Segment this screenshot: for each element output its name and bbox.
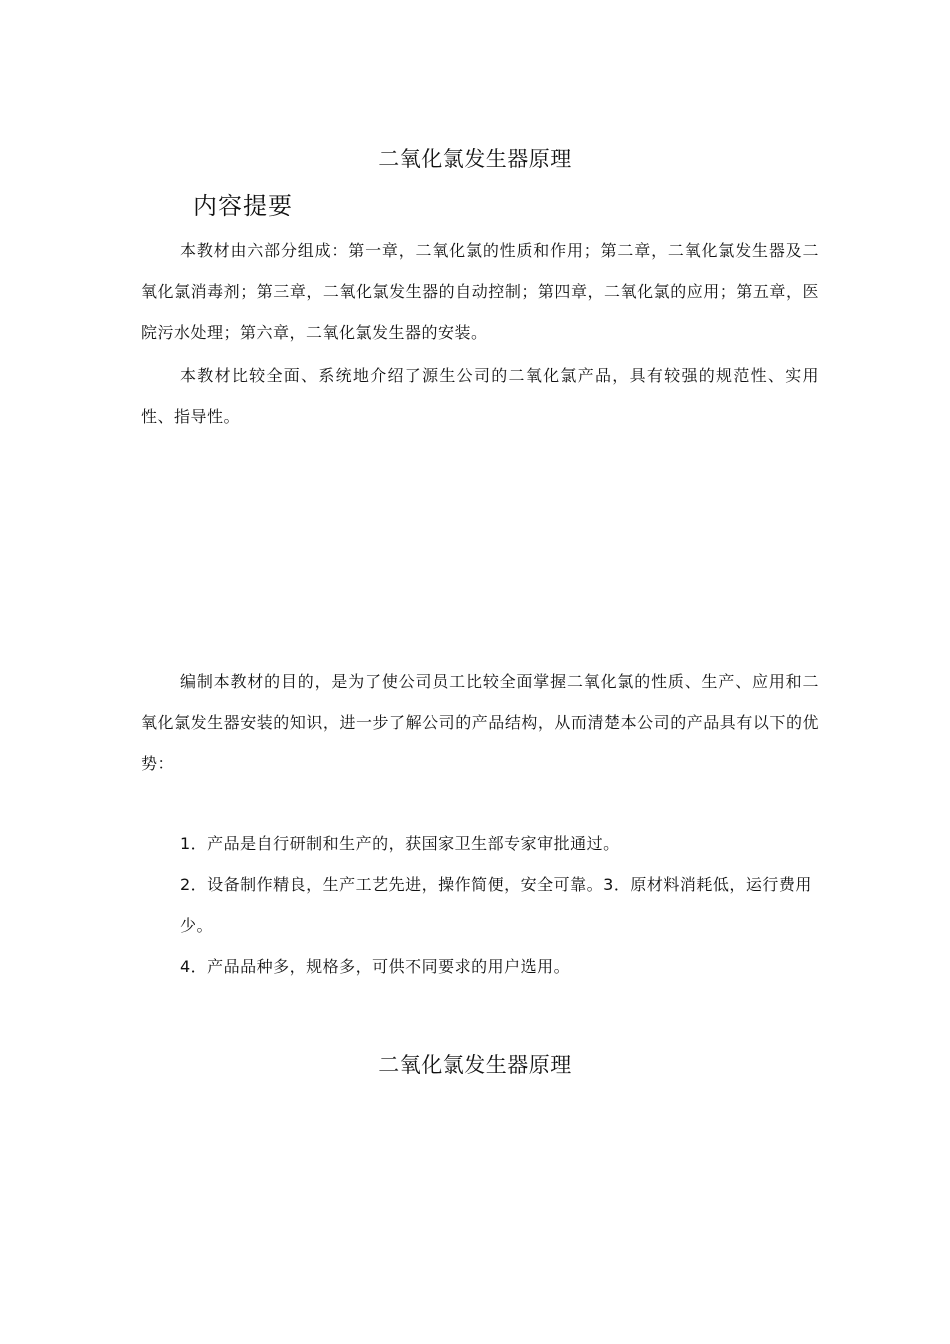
paragraph-contents: 本教材由六部分组成：第一章，二氧化氯的性质和作用；第二章，二氧化氯发生器及二氧化氯消毒剂；第三章，二氧化氯发生器的自动控制；第四章，二氧化氯的应用；第五章，医院污水处理；第六章，二氧化氯发生器的安装。 [141,241,819,342]
list-item: 1．产品是自行研制和生产的，获国家卫生部专家审批通过。 [180,834,620,853]
advantages-list [180,823,820,987]
paragraph-summary: 本教材比较全面、系统地介绍了源生公司的二氧化氯产品，具有较强的规范性、实用性、指导性。 [141,366,819,426]
paragraph-purpose: 编制本教材的目的，是为了使公司员工比较全面掌握二氧化氯的性质、生产、应用和二氧化氯发生器安装的知识，进一步了解公司的产品结构，从而清楚本公司的产品具有以下的优势： [141,672,819,773]
footer-title: 二氧化氯发生器原理 [378,1053,572,1077]
list-item: 4．产品品种多，规格多，可供不同要求的用户选用。 [180,957,571,976]
document-title: 二氧化氯发生器原理 [378,147,572,171]
list-item: 2．设备制作精良，生产工艺先进，操作简便，安全可靠。3．原材料消耗低，运行费用少。 [180,875,812,935]
section-heading: 内容提要 [193,192,293,220]
